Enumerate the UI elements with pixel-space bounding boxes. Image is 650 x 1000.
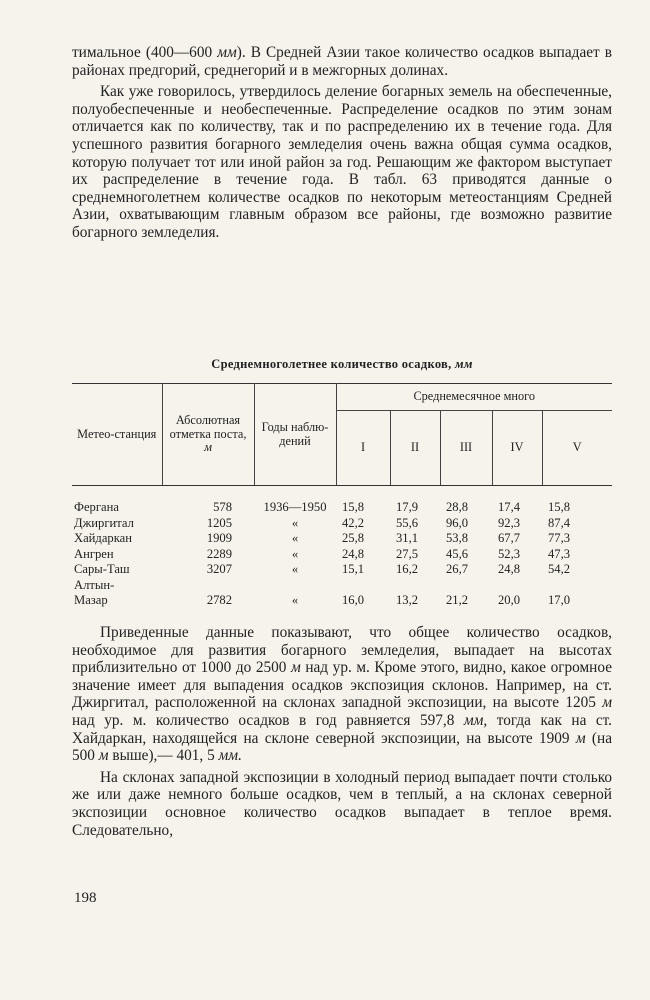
header-month-5: V: [542, 411, 612, 486]
top-text: [72, 44, 612, 242]
header-month-1: I: [336, 411, 390, 486]
bottom-text: [72, 624, 612, 839]
paragraph-3: Приведенные данные показывают, что общее количество осадков, необходимое для развития богарного земледелия, выпадает на высотах приблизительно от 1000 до 2500 м над ур. м. Кроме этого, видно, какое огромное значение имеет для выпадения осадков экспозиция склонов. Например, на ст. Джиргитал, расположенной на склонах западной экспозиции, на высоте 1205 м над ур. м. количество осадков в год равняется 597,8 мм, тогда как на ст. Хайдаркан, находящейся на склоне северной экспозиции, на высоте 1909 м (на 500 м выше),— 401, 5 мм.: [72, 624, 613, 765]
page-number: 198: [74, 890, 97, 906]
precipitation-table: [72, 383, 612, 609]
header-month-3: III: [440, 411, 492, 486]
header-years: Годы наблю-дений: [254, 384, 336, 486]
table-row: Джиргитал 1205 « 42,2 55,6 96,0 92,3 87,4: [74, 515, 571, 530]
table-caption: Среднемноголетнее количество осадков, мм: [211, 357, 473, 371]
table-row: Мазар 2782 « 16,0 13,2 21,2 20,0 17,0: [74, 593, 571, 607]
paragraph-4: На склонах западной экспозиции в холодный период выпадает почти столько же или даже немного больше осадков, чем в теплый, а на склонах северной экспозиции основное количество осадков выпадает в теплое время. Следовательно,: [72, 768, 612, 839]
header-station: Метео-станция: [72, 384, 162, 486]
table-row: Сары-Таш 3207 « 15,1 16,2 26,7 24,8 54,2: [74, 562, 571, 576]
header-month-2: II: [390, 411, 440, 486]
header-month-4: IV: [492, 411, 542, 486]
header-monthly: Среднемесячное много: [336, 384, 612, 411]
unit-mm: мм: [217, 44, 237, 61]
header-altitude: Абсолютная отметка поста, м: [162, 384, 254, 486]
table-row: Хайдаркан 1909 « 25,8 31,1 53,8 67,7 77,3: [74, 531, 571, 545]
table-row: Алтын-: [74, 577, 115, 592]
table-row: Фергана 578 1936—1950 15,8 17,9 28,8 17,4 15,8: [74, 500, 571, 514]
paragraph-2: Как уже говорилось, утвердилось деление богарных земель на обеспеченные, полуобеспеченные и необеспеченные. Распределение осадков по этим зонам отличается как по количеству, так и по распределению их в течение года. Для успешного развития богарного земледелия очень важна общая сумма осадков, которую получает тот или иной район за год. Решающим же фактором выступает их распределение в течение года. В табл. 63 приводятся данные о среднемноголетнем количестве осадков по некоторым метеостанциям Средней Азии, охватывающим главным образом все районы, где возможно развитие богарного земледелия.: [72, 83, 612, 241]
table-row: Ангрен 2289 « 24,8 27,5 45,6 52,3 47,3: [74, 546, 571, 561]
paragraph-1: тимальное (400—600 мм). В Средней Азии такое количество осадков выпадает в районах предгорий, среднегорий и в межгорных долинах.: [72, 44, 612, 79]
